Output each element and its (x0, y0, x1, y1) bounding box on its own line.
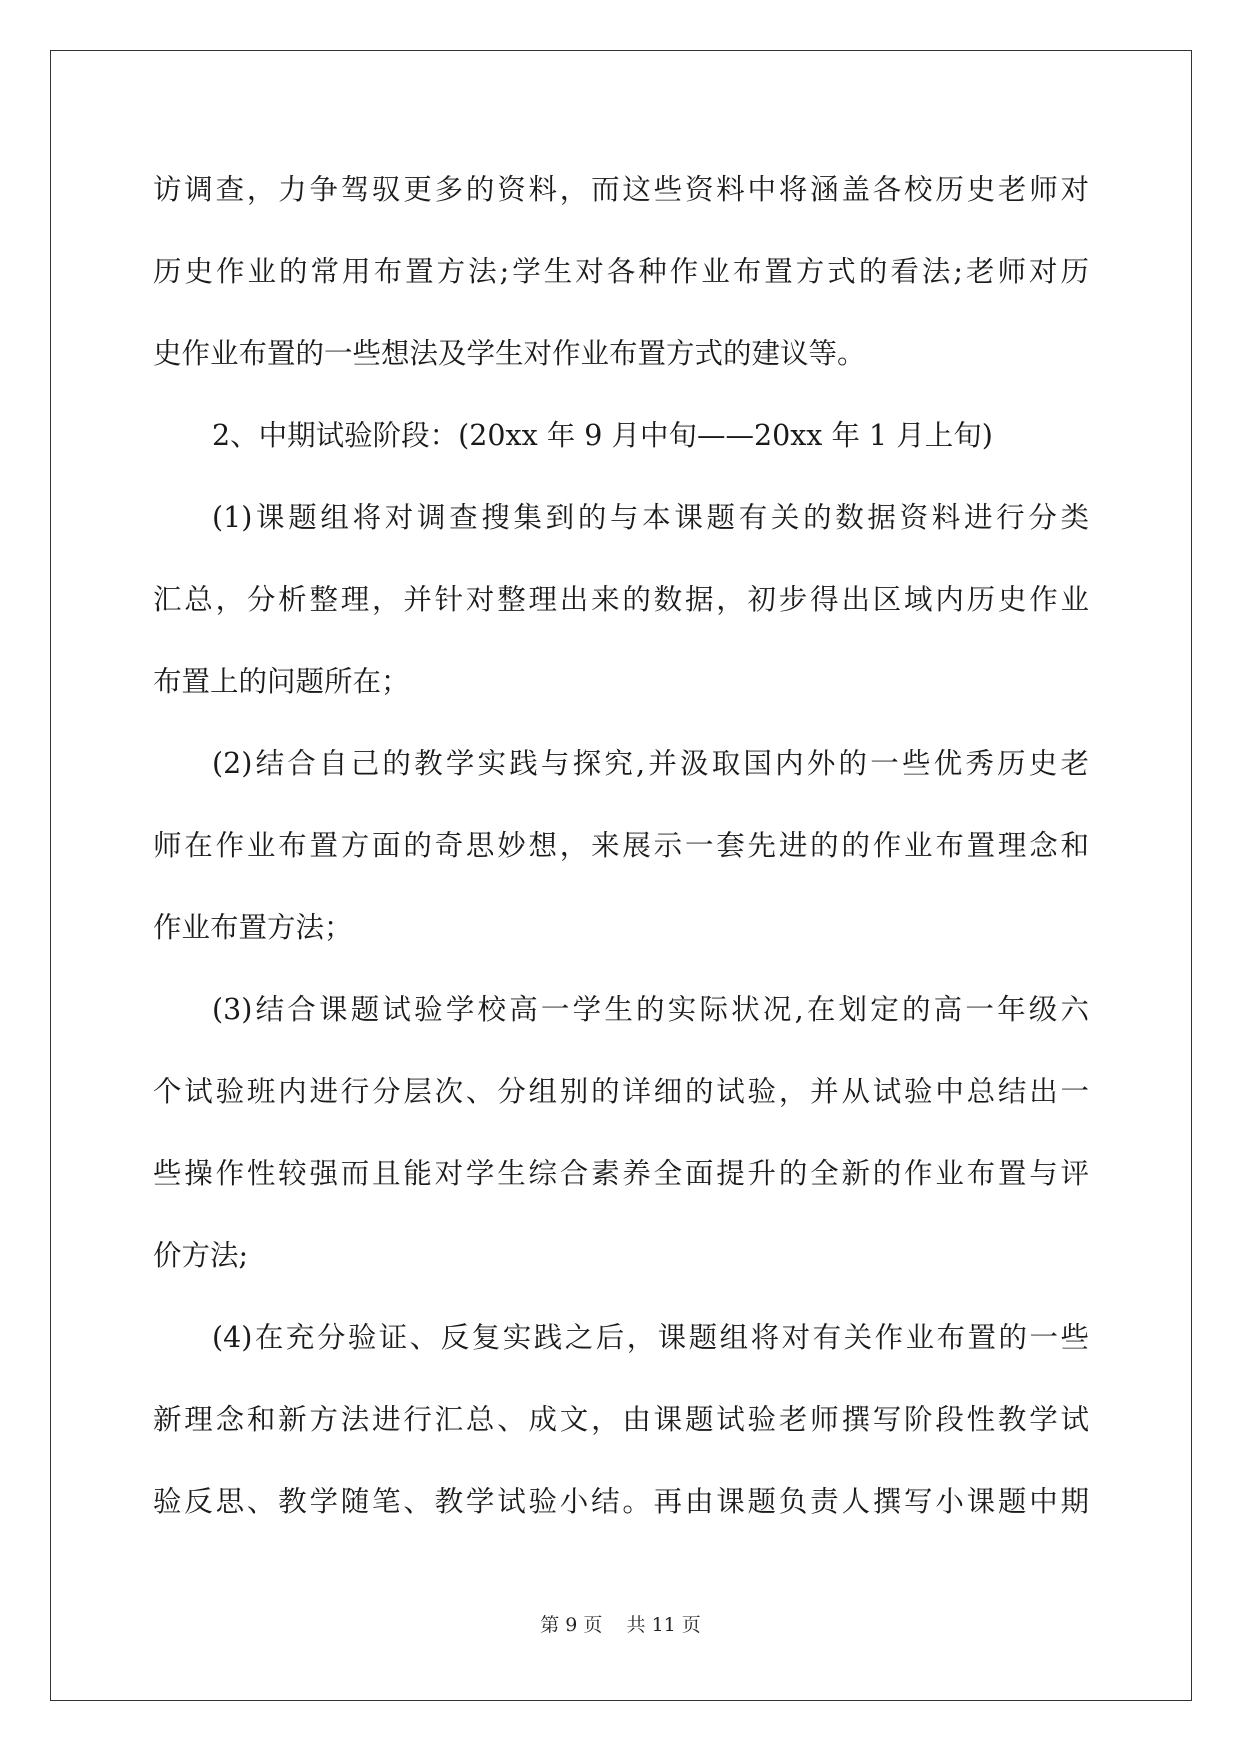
text-line-13: 些操作性较强而且能对学生综合素养全面提升的全新的作业布置与评 (153, 1157, 1089, 1190)
text-line-6: 汇总，分析整理，并针对整理出来的数据，初步得出区域内历史作业 (153, 583, 1089, 616)
text-line-7: 布置上的问题所在； (153, 665, 410, 698)
section-heading-midterm: 2、中期试验阶段：(20xx 年 9 月中旬——20xx 年 1 月上旬) (212, 419, 993, 452)
text-line-14: 价方法; (153, 1239, 249, 1272)
document-body (153, 160, 1089, 1554)
text-line-16: 新理念和新方法进行汇总、成文，由课题试验老师撰写阶段性教学试 (153, 1403, 1089, 1436)
page-footer (0, 1610, 1241, 1637)
text-line-12: 个试验班内进行分层次、分组别的详细的试验，并从试验中总结出一 (153, 1075, 1089, 1108)
text-line-17: 验反思、教学随笔、教学试验小结。再由课题负责人撰写小课题中期 (153, 1485, 1089, 1518)
page-total: 共 11 页 (626, 1614, 701, 1636)
text-line-10: 作业布置方法； (153, 911, 353, 944)
text-line-15: (4)在充分验证、反复实践之后，课题组将对有关作业布置的一些 (212, 1321, 1089, 1354)
page-number: 第 9 页 (540, 1614, 603, 1636)
text-line-2: 历史作业的常用布置方法;学生对各种作业布置方式的看法;老师对历 (153, 255, 1089, 288)
text-line-3: 史作业布置的一些想法及学生对作业布置方式的建议等。 (153, 337, 866, 370)
text-line-1: 访调查，力争驾驭更多的资料，而这些资料中将涵盖各校历史老师对 (153, 173, 1089, 206)
text-line-5: (1)课题组将对调查搜集到的与本课题有关的数据资料进行分类 (212, 501, 1089, 534)
text-line-9: 师在作业布置方面的奇思妙想，来展示一套先进的的作业布置理念和 (153, 829, 1089, 862)
text-line-11: (3)结合课题试验学校高一学生的实际状况,在划定的高一年级六 (212, 993, 1089, 1026)
text-line-8: (2)结合自己的教学实践与探究,并汲取国内外的一些优秀历史老 (212, 747, 1089, 780)
